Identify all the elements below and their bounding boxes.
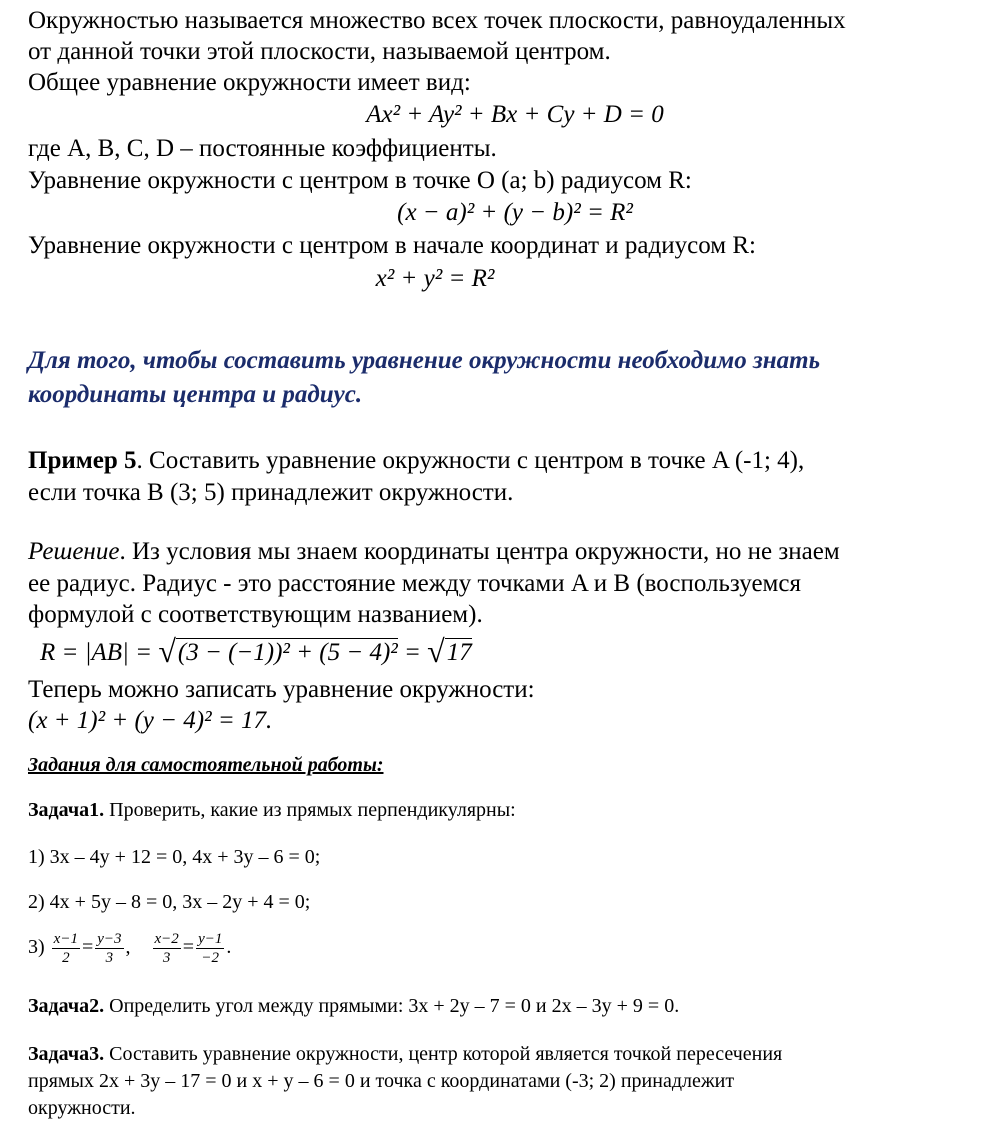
fraction-4 (196, 930, 224, 967)
final-equation: (x + 1)² + (y − 4)² = 17. (28, 707, 273, 734)
solution-line-1 (28, 537, 840, 567)
task-3-line-2: прямых 2x + 3y – 17 = 0 и x + y – 6 = 0 и точка с координатами (-3; 2) принадлежит (28, 1070, 735, 1092)
fraction-4-num: y−1 (198, 931, 223, 947)
fraction-1 (52, 930, 80, 967)
general-equation: Ax² + Ay² + Bx + Cy + D = 0 (366, 101, 664, 128)
task-3-text-1: Составить уравнение окружности, центр которой является точкой пересечения (104, 1043, 783, 1065)
task-1 (28, 797, 516, 823)
final-text: Теперь можно записать уравнение окружности: (28, 676, 535, 703)
task-1-item-3-prefix: 3) (28, 936, 45, 959)
note-line-1: Для того, чтобы составить уравнение окружности необходимо знать (28, 347, 820, 374)
example-label: Пример 5 (28, 447, 137, 474)
task-2-text: Определить угол между прямыми: 3x + 2y – 7 = 0 и 2x – 3y + 9 = 0. (104, 995, 680, 1017)
sqrt-sign-icon: √ (158, 633, 176, 669)
fraction-2-den: 3 (105, 950, 114, 966)
task-1-item-3: 3) $\frac{x-1}{2}$ = $\frac{y-3}{3}$ , $\frac{x-2}{3}$ = $\frac{y-1}{-2}$ . (28, 931, 232, 966)
center-circle-equation: (x − a)² + (y − b)² = R² (397, 199, 633, 226)
solution-text-1: . Из условия мы знаем координаты центра окружности, но не знаем (119, 538, 840, 565)
fraction-2-num: y−3 (97, 931, 122, 947)
coefficients-line: где A, B, C, D – постоянные коэффициенты. (28, 135, 497, 162)
radius-equation (40, 633, 472, 669)
task-1-text: Проверить, какие из прямых перпендикулярны: (104, 799, 516, 821)
fraction-1-den: 2 (62, 950, 70, 966)
task-3-line-3: окружности. (28, 1097, 136, 1119)
origin-circle-line: Уравнение окружности с центром в начале координат и радиусом R: (28, 232, 756, 259)
intro-line-3: Общее уравнение окружности имеет вид: (28, 69, 471, 96)
radius-eq-left: R = |AB| = (40, 639, 159, 666)
solution-line-2: ее радиус. Радиус - это расстояние между точками A и B (воспользуемся (28, 570, 801, 597)
task-2-label: Задача2. (28, 995, 105, 1017)
tasks-heading: Задания для самостоятельной работы: (28, 754, 384, 776)
fraction-3-num: x−2 (154, 931, 179, 947)
fraction-4-den: −2 (201, 950, 220, 966)
solution-label: Решение (28, 538, 120, 565)
fraction-3 (153, 930, 181, 967)
radius-eq-root: (3 − (−1))² + (5 − 4)² (177, 639, 398, 666)
origin-circle-equation: x² + y² = R² (375, 265, 495, 292)
intro-line-2: от данной точки этой плоскости, называемой центром. (28, 38, 611, 65)
example-text-1: . Составить уравнение окружности с центром в точке A (-1; 4), (136, 447, 805, 474)
sqrt-sign-icon: √ (427, 633, 445, 669)
fraction-1-num: x−1 (53, 931, 78, 947)
example-line-2: если точка B (3; 5) принадлежит окружности. (28, 479, 514, 506)
task-3-label: Задача3. (28, 1043, 105, 1065)
task-1-item-2: 2) 4x + 5y – 8 = 0, 3x – 2y + 4 = 0; (28, 891, 311, 913)
task-1-item-1: 1) 3x – 4y + 12 = 0, 4x + 3y – 6 = 0; (28, 846, 321, 868)
solution-line-3: формулой с соответствующим названием). (28, 601, 483, 628)
center-circle-line: Уравнение окружности с центром в точке O (a; b) радиусом R: (28, 167, 692, 194)
task-3-line-1 (28, 1041, 782, 1067)
task-2 (28, 993, 679, 1019)
radius-eq-mid: = (397, 639, 428, 666)
task-1-label: Задача1. (28, 799, 105, 821)
note-line-2: координаты центра и радиус. (28, 381, 363, 408)
radius-eq-result: 17 (446, 639, 472, 666)
fraction-2 (95, 930, 123, 967)
fraction-3-den: 3 (162, 950, 171, 966)
example-line-1 (28, 446, 804, 476)
intro-line-1: Окружностью называется множество всех точек плоскости, равноудаленных (28, 7, 846, 34)
